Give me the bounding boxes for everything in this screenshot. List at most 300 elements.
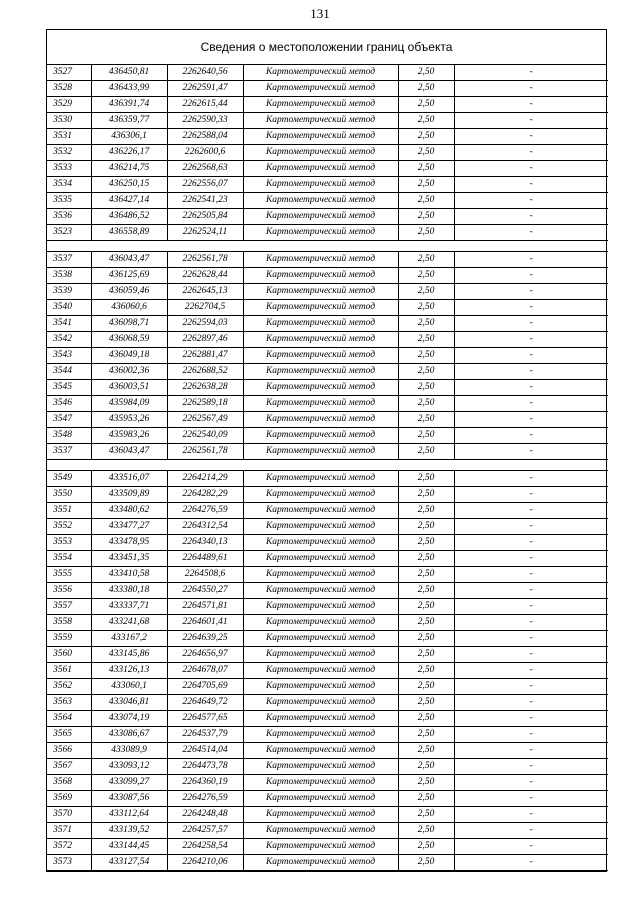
precision-cell: 2,50 bbox=[398, 316, 454, 332]
method-cell: Картометрический метод bbox=[243, 428, 398, 444]
precision-cell: 2,50 bbox=[398, 631, 454, 647]
point-number-cell: 3539 bbox=[47, 284, 91, 300]
point-number-cell: 3527 bbox=[47, 65, 91, 81]
method-cell: Картометрический метод bbox=[243, 519, 398, 535]
y-coordinate-cell: 2264514,04 bbox=[167, 743, 243, 759]
method-cell: Картометрический метод bbox=[243, 503, 398, 519]
table-row bbox=[47, 471, 608, 487]
precision-cell: 2,50 bbox=[398, 113, 454, 129]
point-number-cell: 3561 bbox=[47, 663, 91, 679]
y-coordinate-cell: 2264571,81 bbox=[167, 599, 243, 615]
table-row bbox=[47, 679, 608, 695]
precision-cell: 2,50 bbox=[398, 599, 454, 615]
precision-cell: 2,50 bbox=[398, 615, 454, 631]
table-row bbox=[47, 519, 608, 535]
description-cell: - bbox=[454, 599, 608, 615]
table-row bbox=[47, 647, 608, 663]
description-cell: - bbox=[454, 839, 608, 855]
group-separator-cell bbox=[47, 241, 608, 252]
x-coordinate-cell: 433451,35 bbox=[91, 551, 167, 567]
point-number-cell: 3536 bbox=[47, 209, 91, 225]
x-coordinate-cell: 433099,27 bbox=[91, 775, 167, 791]
precision-cell: 2,50 bbox=[398, 567, 454, 583]
description-cell: - bbox=[454, 177, 608, 193]
method-cell: Картометрический метод bbox=[243, 65, 398, 81]
y-coordinate-cell: 2262881,47 bbox=[167, 348, 243, 364]
y-coordinate-cell: 2264360,19 bbox=[167, 775, 243, 791]
description-cell: - bbox=[454, 396, 608, 412]
point-number-cell: 3544 bbox=[47, 364, 91, 380]
y-coordinate-cell: 2264258,54 bbox=[167, 839, 243, 855]
method-cell: Картометрический метод bbox=[243, 300, 398, 316]
precision-cell: 2,50 bbox=[398, 679, 454, 695]
description-cell: - bbox=[454, 679, 608, 695]
table-row bbox=[47, 348, 608, 364]
precision-cell: 2,50 bbox=[398, 161, 454, 177]
precision-cell: 2,50 bbox=[398, 551, 454, 567]
table-row bbox=[47, 759, 608, 775]
precision-cell: 2,50 bbox=[398, 332, 454, 348]
table-row bbox=[47, 177, 608, 193]
method-cell: Картометрический метод bbox=[243, 599, 398, 615]
precision-cell: 2,50 bbox=[398, 225, 454, 241]
x-coordinate-cell: 433093,12 bbox=[91, 759, 167, 775]
method-cell: Картометрический метод bbox=[243, 743, 398, 759]
x-coordinate-cell: 433126,13 bbox=[91, 663, 167, 679]
method-cell: Картометрический метод bbox=[243, 145, 398, 161]
description-cell: - bbox=[454, 727, 608, 743]
precision-cell: 2,50 bbox=[398, 663, 454, 679]
description-cell: - bbox=[454, 252, 608, 268]
table-row bbox=[47, 364, 608, 380]
x-coordinate-cell: 436043,47 bbox=[91, 444, 167, 460]
y-coordinate-cell: 2262688,52 bbox=[167, 364, 243, 380]
precision-cell: 2,50 bbox=[398, 807, 454, 823]
x-coordinate-cell: 436359,77 bbox=[91, 113, 167, 129]
precision-cell: 2,50 bbox=[398, 535, 454, 551]
y-coordinate-cell: 2264639,25 bbox=[167, 631, 243, 647]
method-cell: Картометрический метод bbox=[243, 348, 398, 364]
point-number-cell: 3565 bbox=[47, 727, 91, 743]
method-cell: Картометрический метод bbox=[243, 209, 398, 225]
y-coordinate-cell: 2262556,07 bbox=[167, 177, 243, 193]
y-coordinate-cell: 2262524,11 bbox=[167, 225, 243, 241]
description-cell: - bbox=[454, 145, 608, 161]
precision-cell: 2,50 bbox=[398, 519, 454, 535]
description-cell: - bbox=[454, 711, 608, 727]
point-number-cell: 3533 bbox=[47, 161, 91, 177]
precision-cell: 2,50 bbox=[398, 252, 454, 268]
boundary-table bbox=[46, 29, 607, 872]
x-coordinate-cell: 433337,71 bbox=[91, 599, 167, 615]
description-cell: - bbox=[454, 348, 608, 364]
method-cell: Картометрический метод bbox=[243, 316, 398, 332]
x-coordinate-cell: 433060,1 bbox=[91, 679, 167, 695]
description-cell: - bbox=[454, 284, 608, 300]
precision-cell: 2,50 bbox=[398, 396, 454, 412]
precision-cell: 2,50 bbox=[398, 791, 454, 807]
description-cell: - bbox=[454, 129, 608, 145]
precision-cell: 2,50 bbox=[398, 348, 454, 364]
point-number-cell: 3552 bbox=[47, 519, 91, 535]
y-coordinate-cell: 2262628,44 bbox=[167, 268, 243, 284]
precision-cell: 2,50 bbox=[398, 695, 454, 711]
table-row bbox=[47, 412, 608, 428]
point-number-cell: 3537 bbox=[47, 252, 91, 268]
table-row bbox=[47, 428, 608, 444]
point-number-cell: 3532 bbox=[47, 145, 91, 161]
method-cell: Картометрический метод bbox=[243, 471, 398, 487]
table-row bbox=[47, 631, 608, 647]
method-cell: Картометрический метод bbox=[243, 631, 398, 647]
point-number-cell: 3573 bbox=[47, 855, 91, 871]
precision-cell: 2,50 bbox=[398, 209, 454, 225]
table-row bbox=[47, 65, 608, 81]
x-coordinate-cell: 436098,71 bbox=[91, 316, 167, 332]
table-row bbox=[47, 567, 608, 583]
x-coordinate-cell: 436450,81 bbox=[91, 65, 167, 81]
y-coordinate-cell: 2262615,44 bbox=[167, 97, 243, 113]
description-cell: - bbox=[454, 551, 608, 567]
point-number-cell: 3529 bbox=[47, 97, 91, 113]
x-coordinate-cell: 433478,95 bbox=[91, 535, 167, 551]
method-cell: Картометрический метод bbox=[243, 332, 398, 348]
table-row bbox=[47, 551, 608, 567]
table-row bbox=[47, 209, 608, 225]
method-cell: Картометрический метод bbox=[243, 284, 398, 300]
page-number: 131 bbox=[310, 6, 330, 21]
x-coordinate-cell: 433167,2 bbox=[91, 631, 167, 647]
x-coordinate-cell: 433144,45 bbox=[91, 839, 167, 855]
point-number-cell: 3555 bbox=[47, 567, 91, 583]
point-number-cell: 3570 bbox=[47, 807, 91, 823]
table-row bbox=[47, 695, 608, 711]
y-coordinate-cell: 2264601,41 bbox=[167, 615, 243, 631]
y-coordinate-cell: 2262541,23 bbox=[167, 193, 243, 209]
y-coordinate-cell: 2264214,29 bbox=[167, 471, 243, 487]
method-cell: Картометрический метод bbox=[243, 647, 398, 663]
point-number-cell: 3569 bbox=[47, 791, 91, 807]
precision-cell: 2,50 bbox=[398, 839, 454, 855]
x-coordinate-cell: 433046,81 bbox=[91, 695, 167, 711]
y-coordinate-cell: 2264537,79 bbox=[167, 727, 243, 743]
point-number-cell: 3571 bbox=[47, 823, 91, 839]
precision-cell: 2,50 bbox=[398, 471, 454, 487]
y-coordinate-cell: 2262561,78 bbox=[167, 444, 243, 460]
table-row bbox=[47, 503, 608, 519]
precision-cell: 2,50 bbox=[398, 823, 454, 839]
description-cell: - bbox=[454, 428, 608, 444]
description-cell: - bbox=[454, 300, 608, 316]
table-row bbox=[47, 535, 608, 551]
group-separator-row bbox=[47, 241, 608, 252]
x-coordinate-cell: 433087,56 bbox=[91, 791, 167, 807]
x-coordinate-cell: 433477,27 bbox=[91, 519, 167, 535]
method-cell: Картометрический метод bbox=[243, 695, 398, 711]
table-row bbox=[47, 252, 608, 268]
precision-cell: 2,50 bbox=[398, 759, 454, 775]
table-row bbox=[47, 129, 608, 145]
y-coordinate-cell: 2264276,59 bbox=[167, 503, 243, 519]
x-coordinate-cell: 436060,6 bbox=[91, 300, 167, 316]
point-number-cell: 3540 bbox=[47, 300, 91, 316]
point-number-cell: 3550 bbox=[47, 487, 91, 503]
x-coordinate-cell: 433480,62 bbox=[91, 503, 167, 519]
precision-cell: 2,50 bbox=[398, 727, 454, 743]
method-cell: Картометрический метод bbox=[243, 791, 398, 807]
method-cell: Картометрический метод bbox=[243, 487, 398, 503]
precision-cell: 2,50 bbox=[398, 177, 454, 193]
method-cell: Картометрический метод bbox=[243, 161, 398, 177]
table-row bbox=[47, 711, 608, 727]
description-cell: - bbox=[454, 519, 608, 535]
method-cell: Картометрический метод bbox=[243, 364, 398, 380]
point-number-cell: 3541 bbox=[47, 316, 91, 332]
description-cell: - bbox=[454, 615, 608, 631]
group-separator-cell bbox=[47, 460, 608, 471]
x-coordinate-cell: 433074,19 bbox=[91, 711, 167, 727]
description-cell: - bbox=[454, 759, 608, 775]
description-cell: - bbox=[454, 647, 608, 663]
x-coordinate-cell: 436059,46 bbox=[91, 284, 167, 300]
description-cell: - bbox=[454, 663, 608, 679]
description-cell: - bbox=[454, 113, 608, 129]
description-cell: - bbox=[454, 225, 608, 241]
y-coordinate-cell: 2264550,27 bbox=[167, 583, 243, 599]
x-coordinate-cell: 433127,54 bbox=[91, 855, 167, 871]
table-row bbox=[47, 225, 608, 241]
precision-cell: 2,50 bbox=[398, 268, 454, 284]
description-cell: - bbox=[454, 775, 608, 791]
description-cell: - bbox=[454, 823, 608, 839]
y-coordinate-cell: 2262505,84 bbox=[167, 209, 243, 225]
point-number-cell: 3560 bbox=[47, 647, 91, 663]
coordinates-table-body bbox=[47, 65, 608, 871]
precision-cell: 2,50 bbox=[398, 284, 454, 300]
x-coordinate-cell: 436558,89 bbox=[91, 225, 167, 241]
method-cell: Картометрический метод bbox=[243, 177, 398, 193]
point-number-cell: 3553 bbox=[47, 535, 91, 551]
description-cell: - bbox=[454, 743, 608, 759]
point-number-cell: 3542 bbox=[47, 332, 91, 348]
x-coordinate-cell: 436068,59 bbox=[91, 332, 167, 348]
x-coordinate-cell: 436002,36 bbox=[91, 364, 167, 380]
y-coordinate-cell: 2264489,61 bbox=[167, 551, 243, 567]
table-row bbox=[47, 268, 608, 284]
table-row bbox=[47, 380, 608, 396]
description-cell: - bbox=[454, 631, 608, 647]
y-coordinate-cell: 2264282,29 bbox=[167, 487, 243, 503]
description-cell: - bbox=[454, 332, 608, 348]
y-coordinate-cell: 2264577,65 bbox=[167, 711, 243, 727]
precision-cell: 2,50 bbox=[398, 145, 454, 161]
method-cell: Картометрический метод bbox=[243, 615, 398, 631]
precision-cell: 2,50 bbox=[398, 412, 454, 428]
method-cell: Картометрический метод bbox=[243, 129, 398, 145]
x-coordinate-cell: 433112,64 bbox=[91, 807, 167, 823]
point-number-cell: 3546 bbox=[47, 396, 91, 412]
x-coordinate-cell: 436125,69 bbox=[91, 268, 167, 284]
y-coordinate-cell: 2264276,59 bbox=[167, 791, 243, 807]
precision-cell: 2,50 bbox=[398, 300, 454, 316]
y-coordinate-cell: 2262600,6 bbox=[167, 145, 243, 161]
point-number-cell: 3530 bbox=[47, 113, 91, 129]
method-cell: Картометрический метод bbox=[243, 855, 398, 871]
x-coordinate-cell: 436433,99 bbox=[91, 81, 167, 97]
x-coordinate-cell: 433241,68 bbox=[91, 615, 167, 631]
group-separator-row bbox=[47, 460, 608, 471]
x-coordinate-cell: 435953,26 bbox=[91, 412, 167, 428]
precision-cell: 2,50 bbox=[398, 487, 454, 503]
point-number-cell: 3531 bbox=[47, 129, 91, 145]
y-coordinate-cell: 2264257,57 bbox=[167, 823, 243, 839]
description-cell: - bbox=[454, 81, 608, 97]
y-coordinate-cell: 2264678,07 bbox=[167, 663, 243, 679]
point-number-cell: 3567 bbox=[47, 759, 91, 775]
table-row bbox=[47, 743, 608, 759]
method-cell: Картометрический метод bbox=[243, 663, 398, 679]
precision-cell: 2,50 bbox=[398, 364, 454, 380]
point-number-cell: 3534 bbox=[47, 177, 91, 193]
description-cell: - bbox=[454, 209, 608, 225]
x-coordinate-cell: 433145,86 bbox=[91, 647, 167, 663]
method-cell: Картометрический метод bbox=[243, 193, 398, 209]
description-cell: - bbox=[454, 412, 608, 428]
table-row bbox=[47, 396, 608, 412]
point-number-cell: 3538 bbox=[47, 268, 91, 284]
x-coordinate-cell: 435983,26 bbox=[91, 428, 167, 444]
table-row bbox=[47, 161, 608, 177]
x-coordinate-cell: 433509,89 bbox=[91, 487, 167, 503]
precision-cell: 2,50 bbox=[398, 647, 454, 663]
description-cell: - bbox=[454, 583, 608, 599]
y-coordinate-cell: 2262591,47 bbox=[167, 81, 243, 97]
point-number-cell: 3535 bbox=[47, 193, 91, 209]
x-coordinate-cell: 436226,17 bbox=[91, 145, 167, 161]
method-cell: Картометрический метод bbox=[243, 711, 398, 727]
table-row bbox=[47, 615, 608, 631]
table-row bbox=[47, 332, 608, 348]
y-coordinate-cell: 2262588,04 bbox=[167, 129, 243, 145]
description-cell: - bbox=[454, 193, 608, 209]
point-number-cell: 3549 bbox=[47, 471, 91, 487]
x-coordinate-cell: 433516,07 bbox=[91, 471, 167, 487]
point-number-cell: 3572 bbox=[47, 839, 91, 855]
x-coordinate-cell: 436486,52 bbox=[91, 209, 167, 225]
description-cell: - bbox=[454, 471, 608, 487]
description-cell: - bbox=[454, 855, 608, 871]
method-cell: Картометрический метод bbox=[243, 823, 398, 839]
x-coordinate-cell: 433380,18 bbox=[91, 583, 167, 599]
table-row bbox=[47, 193, 608, 209]
point-number-cell: 3568 bbox=[47, 775, 91, 791]
point-number-cell: 3559 bbox=[47, 631, 91, 647]
method-cell: Картометрический метод bbox=[243, 759, 398, 775]
point-number-cell: 3528 bbox=[47, 81, 91, 97]
table-row bbox=[47, 855, 608, 871]
table-row bbox=[47, 839, 608, 855]
y-coordinate-cell: 2264705,69 bbox=[167, 679, 243, 695]
description-cell: - bbox=[454, 535, 608, 551]
method-cell: Картометрический метод bbox=[243, 535, 398, 551]
method-cell: Картометрический метод bbox=[243, 444, 398, 460]
method-cell: Картометрический метод bbox=[243, 225, 398, 241]
description-cell: - bbox=[454, 161, 608, 177]
table-row bbox=[47, 791, 608, 807]
x-coordinate-cell: 433410,58 bbox=[91, 567, 167, 583]
table-row bbox=[47, 775, 608, 791]
y-coordinate-cell: 2262594,03 bbox=[167, 316, 243, 332]
method-cell: Картометрический метод bbox=[243, 775, 398, 791]
description-cell: - bbox=[454, 268, 608, 284]
description-cell: - bbox=[454, 316, 608, 332]
table-row bbox=[47, 823, 608, 839]
y-coordinate-cell: 2262645,13 bbox=[167, 284, 243, 300]
x-coordinate-cell: 436049,18 bbox=[91, 348, 167, 364]
y-coordinate-cell: 2262540,09 bbox=[167, 428, 243, 444]
point-number-cell: 3562 bbox=[47, 679, 91, 695]
method-cell: Картометрический метод bbox=[243, 252, 398, 268]
precision-cell: 2,50 bbox=[398, 65, 454, 81]
y-coordinate-cell: 2262704,5 bbox=[167, 300, 243, 316]
precision-cell: 2,50 bbox=[398, 428, 454, 444]
coordinates-table bbox=[47, 65, 608, 871]
description-cell: - bbox=[454, 97, 608, 113]
method-cell: Картометрический метод bbox=[243, 113, 398, 129]
method-cell: Картометрический метод bbox=[243, 583, 398, 599]
y-coordinate-cell: 2264508,6 bbox=[167, 567, 243, 583]
x-coordinate-cell: 436214,75 bbox=[91, 161, 167, 177]
point-number-cell: 3566 bbox=[47, 743, 91, 759]
description-cell: - bbox=[454, 444, 608, 460]
table-row bbox=[47, 316, 608, 332]
table-row bbox=[47, 663, 608, 679]
y-coordinate-cell: 2262589,18 bbox=[167, 396, 243, 412]
point-number-cell: 3556 bbox=[47, 583, 91, 599]
x-coordinate-cell: 436306,1 bbox=[91, 129, 167, 145]
table-row bbox=[47, 284, 608, 300]
description-cell: - bbox=[454, 503, 608, 519]
precision-cell: 2,50 bbox=[398, 193, 454, 209]
x-coordinate-cell: 436043,47 bbox=[91, 252, 167, 268]
method-cell: Картометрический метод bbox=[243, 807, 398, 823]
table-row bbox=[47, 97, 608, 113]
method-cell: Картометрический метод bbox=[243, 551, 398, 567]
point-number-cell: 3557 bbox=[47, 599, 91, 615]
x-coordinate-cell: 436003,51 bbox=[91, 380, 167, 396]
y-coordinate-cell: 2262897,46 bbox=[167, 332, 243, 348]
x-coordinate-cell: 435984,09 bbox=[91, 396, 167, 412]
method-cell: Картометрический метод bbox=[243, 97, 398, 113]
precision-cell: 2,50 bbox=[398, 444, 454, 460]
y-coordinate-cell: 2262640,56 bbox=[167, 65, 243, 81]
precision-cell: 2,50 bbox=[398, 743, 454, 759]
precision-cell: 2,50 bbox=[398, 775, 454, 791]
method-cell: Картометрический метод bbox=[243, 567, 398, 583]
precision-cell: 2,50 bbox=[398, 855, 454, 871]
description-cell: - bbox=[454, 487, 608, 503]
method-cell: Картометрический метод bbox=[243, 268, 398, 284]
table-row bbox=[47, 113, 608, 129]
description-cell: - bbox=[454, 567, 608, 583]
y-coordinate-cell: 2264210,06 bbox=[167, 855, 243, 871]
x-coordinate-cell: 436250,15 bbox=[91, 177, 167, 193]
point-number-cell: 3564 bbox=[47, 711, 91, 727]
x-coordinate-cell: 433086,67 bbox=[91, 727, 167, 743]
precision-cell: 2,50 bbox=[398, 129, 454, 145]
table-row bbox=[47, 727, 608, 743]
point-number-cell: 3554 bbox=[47, 551, 91, 567]
